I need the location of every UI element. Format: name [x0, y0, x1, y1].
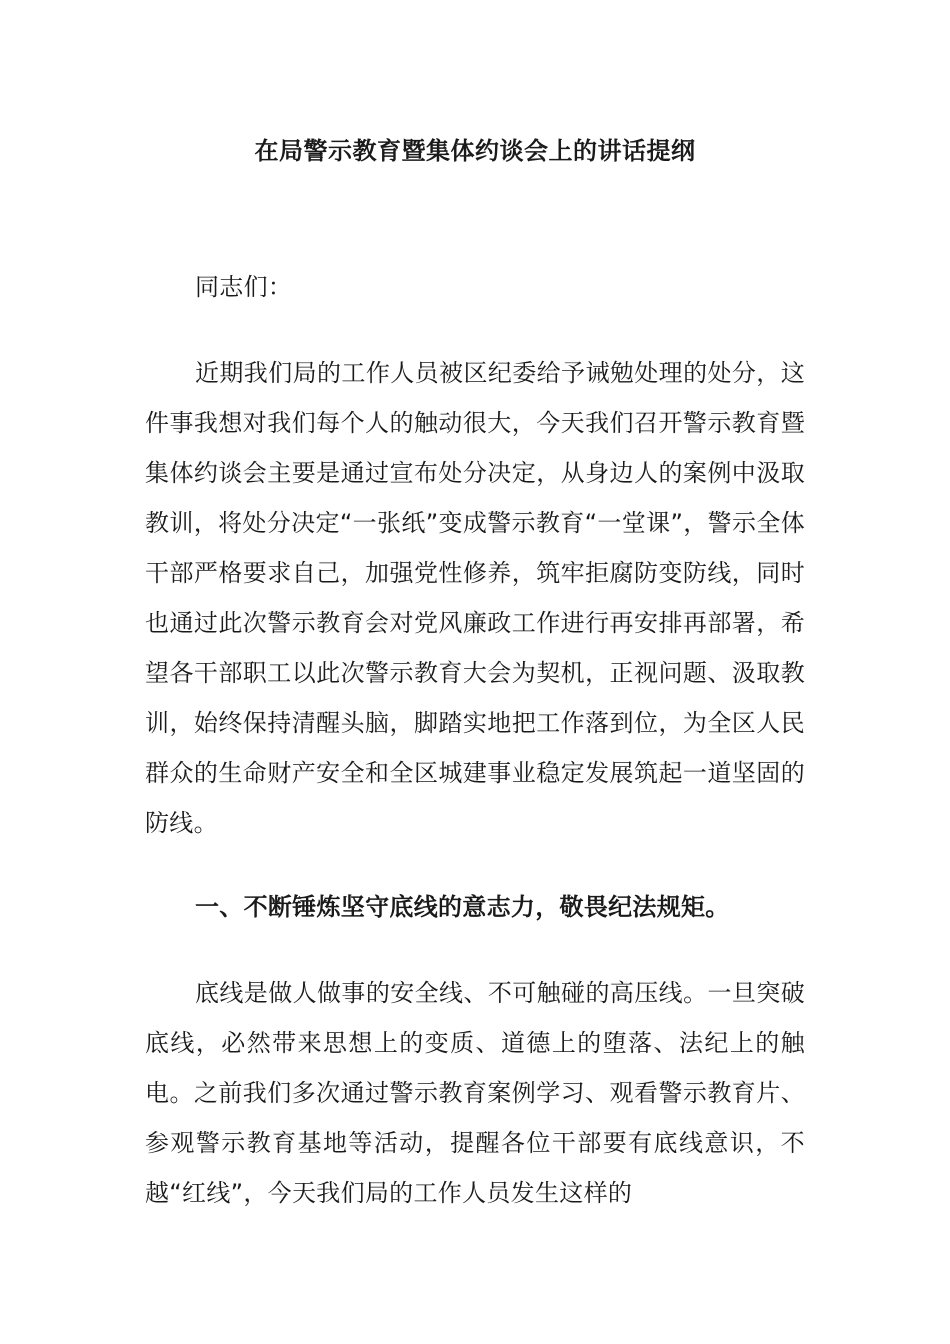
document-title: 在局警示教育暨集体约谈会上的讲话提纲	[254, 137, 696, 165]
salutation: 同志们：	[195, 273, 293, 301]
section-heading: 一、不断锤炼坚守底线的意志力，敬畏纪法规矩。	[195, 893, 730, 921]
paragraph-intro: 近期我们局的工作人员被区纪委给予诫勉处理的处分，这件事我想对我们每个人的触动很大，今天我们召开警示教育暨集体约谈会主要是通过宣布处分决定，从身边人的案例中汲取教训，将处分决定“一张纸”变成警示教育“一堂课”，警示全体干部严格要求自己，加强党性修养，筑牢拒腐防变防线，同时也通过此次警示教育会对党风廉政工作进行再安排再部署，希望各干部职工以此次警示教育大会为契机，正视问题、汲取教训，始终保持清醒头脑，脚踏实地把工作落到位，为全区人民群众的生命财产安全和全区城建事业稳定发展筑起一道坚固的防线。	[145, 359, 805, 837]
paragraph-bottom-line: 底线是做人做事的安全线、不可触碰的高压线。一旦突破底线，必然带来思想上的变质、道德上的堕落、法纪上的触电。之前我们多次通过警示教育案例学习、观看警示教育片、参观警示教育基地等活动，提醒各位干部要有底线意识，不越“红线”，今天我们局的工作人员发生这样的	[145, 979, 805, 1207]
